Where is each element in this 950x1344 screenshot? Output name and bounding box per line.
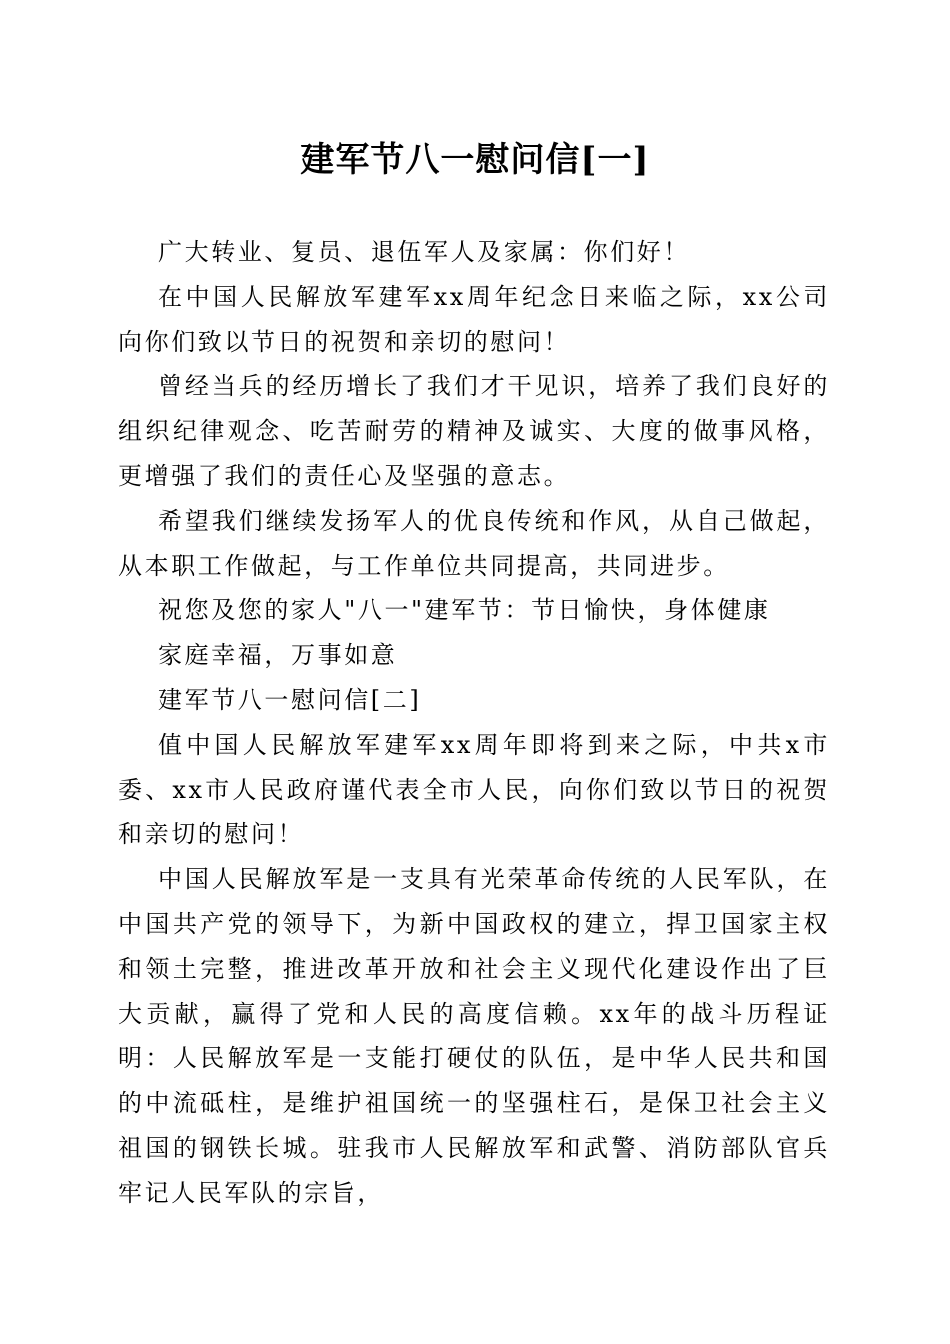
paragraph-greeting: 广大转业、复员、退伍军人及家属：你们好！ bbox=[158, 238, 690, 266]
paragraph: 值中国人民解放军建军xx周年即将到来之际，中共x市委、xx市人民政府谨代表全市人民，向你们致以节日的祝贺和亲切的慰问！ bbox=[118, 730, 830, 849]
section-heading: 建军节八一慰问信[二] bbox=[158, 685, 422, 714]
paragraph: 中国人民解放军是一支具有光荣革命传统的人民军队，在中国共产党的领导下，为新中国政权的建立，捍卫国家主权和领土完整，推进改革开放和社会主义现代化建设作出了巨大贡献，赢得了党和人民的高度信赖。xx年的战斗历程证明：人民解放军是一支能打硬仗的队伍，是中华人民共和国的中流砥柱，是维护祖国统一的坚强柱石，是保卫社会主义祖国的钢铁长城。驻我市人民解放军和武警、消防部队官兵牢记人民军队的宗旨， bbox=[118, 865, 830, 1207]
paragraph: 在中国人民解放军建军xx周年纪念日来临之际，xx公司向你们致以节日的祝贺和亲切的慰问！ bbox=[118, 282, 830, 356]
document-title: 建军节八一慰问信[一] bbox=[300, 140, 650, 180]
paragraph: 家庭幸福，万事如意 bbox=[158, 641, 398, 670]
document-body bbox=[118, 230, 830, 1216]
paragraph: 祝您及您的家人"八一"建军节：节日愉快，身体健康 bbox=[158, 596, 771, 625]
paragraph: 希望我们继续发扬军人的优良传统和作风，从自己做起，从本职工作做起，与工作单位共同提高，共同进步。 bbox=[118, 506, 830, 580]
paragraph: 曾经当兵的经历增长了我们才干见识，培养了我们良好的组织纪律观念、吃苦耐劳的精神及诚实、大度的做事风格，更增强了我们的责任心及坚强的意志。 bbox=[118, 372, 830, 490]
